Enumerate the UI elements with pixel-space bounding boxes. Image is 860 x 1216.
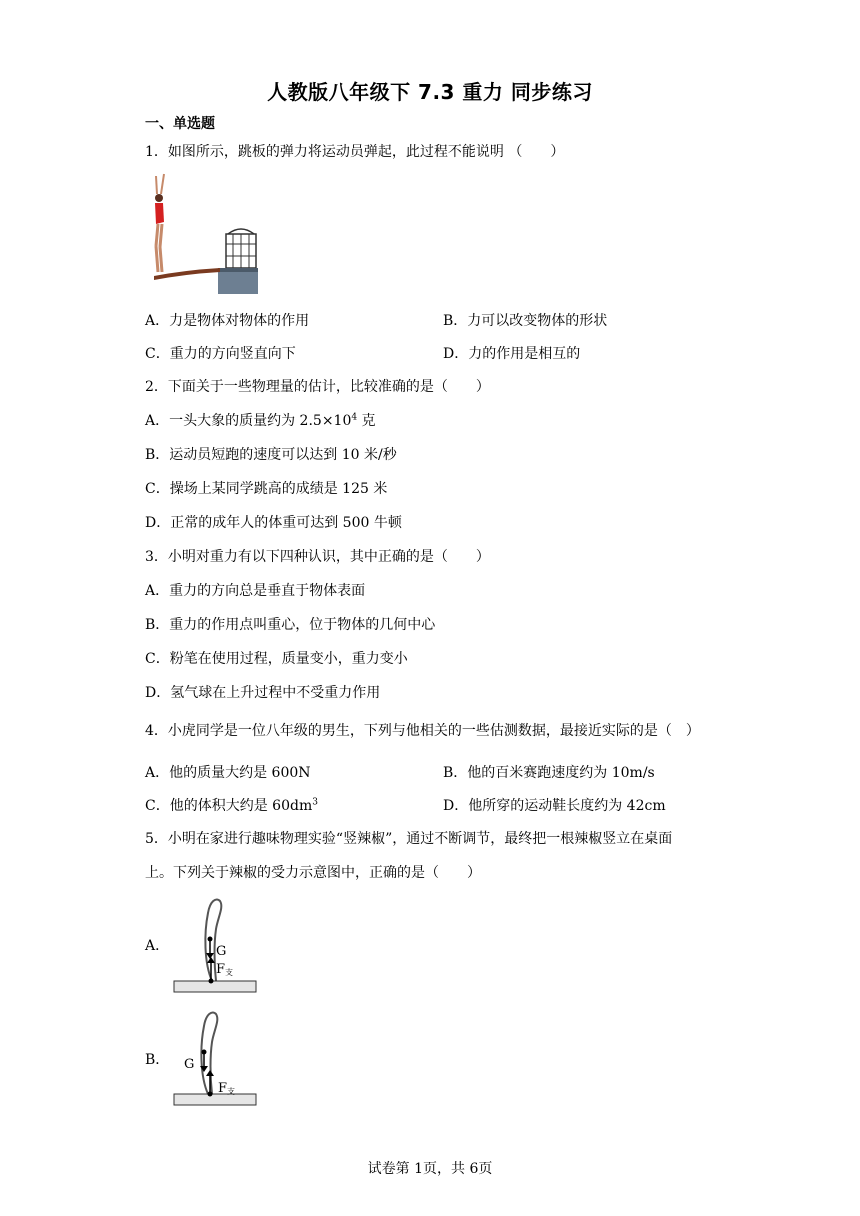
question-2-option-d: D．正常的成年人的体重可达到 500 牛顿 xyxy=(145,515,402,531)
question-5-stem-line-2: 上。下列关于辣椒的受力示意图中，正确的是（ ） xyxy=(145,865,481,881)
question-1-option-d: D．力的作用是相互的 xyxy=(443,346,581,362)
question-3-option-d: D．氢气球在上升过程中不受重力作用 xyxy=(145,685,381,701)
page-footer: 试卷第 1页，共 6页 xyxy=(367,1161,493,1177)
question-5-option-a-label: A． xyxy=(145,938,170,954)
question-1-option-b: B．力可以改变物体的形状 xyxy=(443,313,608,329)
question-1-option-c: C．重力的方向竖直向下 xyxy=(145,346,296,362)
question-2-stem: 2．下面关于一些物理量的估计，比较准确的是（ ） xyxy=(145,379,490,395)
question-4-stem: 4．小虎同学是一位八年级的男生，下列与他相关的一些估测数据，最接近实际的是（ ） xyxy=(145,723,700,739)
section-heading: 一、单选题 xyxy=(145,116,215,132)
question-1-stem: 1．如图所示，跳板的弹力将运动员弹起，此过程不能说明 （ ） xyxy=(145,144,565,160)
question-5-option-b-label: B． xyxy=(145,1052,170,1068)
gravity-label: G xyxy=(216,944,227,959)
pepper-diagram-b xyxy=(168,1006,263,1108)
question-4-option-b: B．他的百米赛跑速度约为 10m/s xyxy=(443,765,655,781)
support-force-label: F xyxy=(216,962,226,977)
question-3-option-c: C．粉笔在使用过程，质量变小，重力变小 xyxy=(145,651,408,667)
support-force-label: F xyxy=(218,1081,228,1096)
gravity-label: G xyxy=(184,1057,195,1072)
question-3-option-a: A．重力的方向总是垂直于物体表面 xyxy=(145,583,366,599)
page-title: 人教版八年级下 7.3 重力 同步练习 xyxy=(267,80,593,104)
question-4-option-d: D．他所穿的运动鞋长度约为 42cm xyxy=(443,798,666,814)
support-force-subscript: 支 xyxy=(225,968,233,977)
question-4-option-c: C．他的体积大约是 $60dm^3$ xyxy=(145,797,318,814)
support-force-subscript: 支 xyxy=(227,1087,235,1096)
question-3-stem: 3．小明对重力有以下四种认识，其中正确的是（ ） xyxy=(145,549,490,565)
question-1-option-a: A．力是物体对物体的作用 xyxy=(145,313,310,329)
pepper-diagram-a xyxy=(168,893,263,995)
question-2-option-c: C．操场上某同学跳高的成绩是 125 米 xyxy=(145,481,388,497)
question-2-option-a: A．一头大象的质量约为 $2.5\times 10^4$ 克 xyxy=(145,412,376,429)
diving-board-figure xyxy=(146,172,258,294)
question-2-option-b: B．运动员短跑的速度可以达到 10 米/秒 xyxy=(145,447,397,463)
question-5-stem-line-1: 5．小明在家进行趣味物理实验“竖辣椒”，通过不断调节，最终把一根辣椒竖立在桌面 xyxy=(145,831,673,847)
question-3-option-b: B．重力的作用点叫重心，位于物体的几何中心 xyxy=(145,617,436,633)
question-4-option-a: A．他的质量大约是 600N xyxy=(145,765,311,781)
